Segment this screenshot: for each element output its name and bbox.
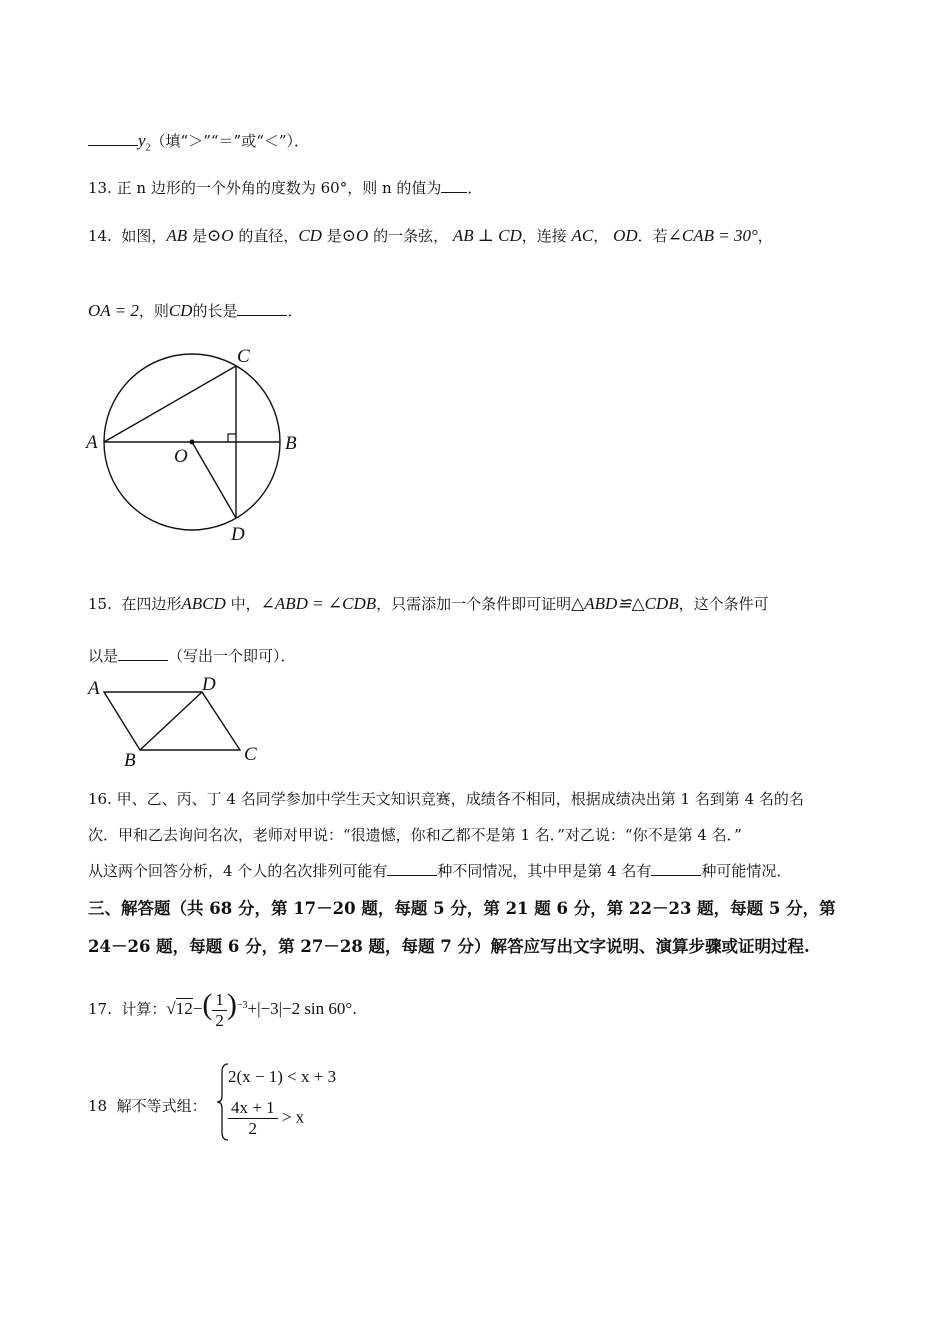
- inequality-2: $\frac{4x + 1}{2}$ > x: [228, 1098, 304, 1139]
- question-14-cont: OA = 2，则CD的长是 ．: [88, 301, 303, 320]
- question-15: 15. 在四边形ABCD 中，∠ABD = ∠CDB，只需添加一个条件即可证明△ABD≌△CDB，这个条件可: [88, 594, 769, 613]
- label-b: B: [285, 433, 297, 454]
- circle-diagram: [80, 340, 320, 550]
- label-a: A: [86, 432, 98, 453]
- center-dot: [190, 440, 195, 445]
- label-o: O: [174, 446, 188, 467]
- answer-blank: [441, 178, 467, 193]
- section-3-heading-line1: 三、解答题（共 68 分，第 17－20 题，每题 5 分，第 21 题 6 分，第 22－23 题，每题 5 分，第: [88, 899, 836, 918]
- answer-blank: [237, 301, 287, 316]
- label-d: D: [202, 674, 216, 695]
- section-3-heading-line2: 24－26 题，每题 6 分，第 27－28 题，每题 7 分）解答应写出文字说明、演算步骤或证明过程.: [88, 937, 810, 956]
- question-13: 13. 正 n 边形的一个外角的度数为 60°，则 n 的值为 ．: [88, 179, 483, 197]
- answer-blank: [88, 131, 138, 146]
- label-c: C: [237, 346, 250, 367]
- question-17: 17. 计算：√12−( $\frac{1}{2}$ )$^{-3}$+|−3|−2 sin 60°.: [88, 988, 357, 1030]
- question-16-line2: 次．甲和乙去询问名次，老师对甲说：“很遗憾，你和乙都不是第 1 名．”对乙说：“你不是第 4 名．”: [88, 826, 742, 844]
- q12-tail-line: $y_2$（填“＞”“＝”或“＜”）．: [88, 130, 309, 159]
- answer-blank: [387, 861, 437, 876]
- question-16-line3: 从这两个回答分析，4 个人的名次排列可能有 种不同情况，其中甲是第 4 名有 种可能情况．: [88, 862, 792, 880]
- label-a: A: [88, 678, 100, 699]
- diagonal-bd: [140, 692, 202, 750]
- math-y2: $y_2$: [138, 131, 151, 154]
- question-14: 14. 如图，AB 是⊙O 的直径，CD 是⊙O 的一条弦， AB ⊥ CD，连接 AC， OD．若∠CAB = 30°，: [88, 226, 773, 245]
- fraction-one-half: $\frac{1}{2}$: [212, 990, 227, 1031]
- label-c: C: [244, 744, 257, 765]
- label-d: D: [231, 524, 245, 545]
- label-b: B: [124, 750, 136, 771]
- quadrilateral-diagram: [84, 672, 274, 772]
- inequality-1: 2(x − 1) < x + 3: [228, 1067, 337, 1086]
- question-15-cont: 以是 （写出一个即可）．: [88, 647, 296, 665]
- answer-blank: [651, 861, 701, 876]
- right-angle-mark: [228, 434, 236, 442]
- answer-blank: [118, 646, 168, 661]
- segment-od: [192, 442, 236, 518]
- sqrt-expression: √12: [166, 999, 193, 1018]
- question-18-label: 18 解不等式组：: [88, 1097, 207, 1115]
- question-16-line1: 16. 甲、乙、丙、丁 4 名同学参加中学生天文知识竞赛，成绩各不相同，根据成绩决出第 1 名到第 4 名的名: [88, 790, 804, 808]
- fraction-4x-plus-1-over-2: $\frac{4x + 1}{2}$: [228, 1098, 278, 1139]
- chord-ac: [104, 366, 236, 442]
